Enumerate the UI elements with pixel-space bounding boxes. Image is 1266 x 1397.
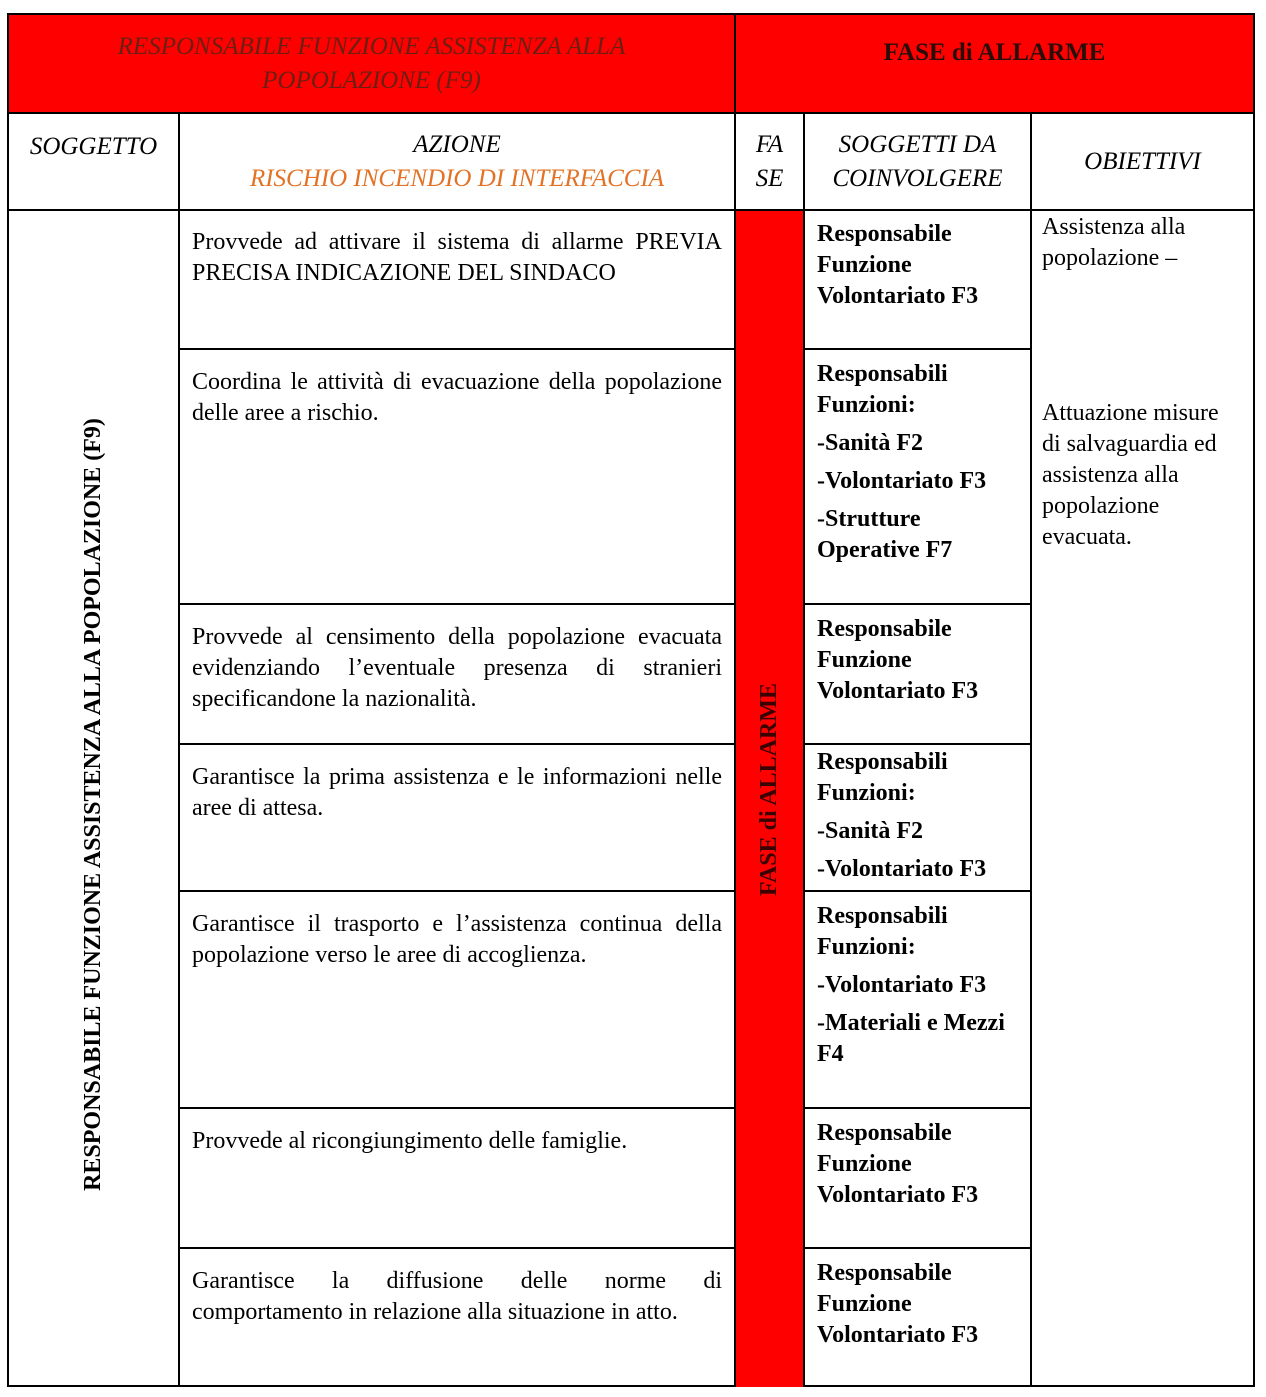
phase-vertical-cell — [736, 211, 803, 1387]
divider — [803, 1107, 1032, 1109]
action-cell: Garantisce il trasporto e l’assistenza continua della popolazione verso le aree di accoglienza. — [192, 911, 722, 968]
subjects-title: Responsabili Funzioni: — [817, 903, 948, 960]
divider — [803, 743, 1032, 745]
objective-text: Attuazione misure di salvaguardia ed assistenza alla popolazione evacuata. — [1042, 400, 1219, 550]
subjects-item: -Sanità F2 — [817, 818, 924, 844]
action-cell: Provvede al censimento della popolazione evacuata evidenziando l’eventuale presenza di stranieri specificandone la nazionalità. — [192, 624, 722, 712]
header-left-title: RESPONSABILE FUNZIONE ASSISTENZA ALLA POPOLAZIONE (F9) — [117, 32, 626, 94]
divider — [734, 15, 736, 1387]
subjects-item: -Sanità F2 — [817, 430, 924, 456]
subjects-item: -Materiali e Mezzi F4 — [817, 1010, 1005, 1067]
phase-vertical-text: FASE di ALLARME — [756, 682, 782, 896]
divider — [178, 112, 180, 1387]
action-cell: Provvede al ricongiungimento delle famiglie. — [192, 1128, 628, 1154]
subjects-title: Responsabili Funzioni: — [817, 361, 948, 418]
subjects-item: -Volontariato F3 — [817, 856, 987, 882]
col-header-obiettivi — [1032, 114, 1253, 209]
divider — [178, 1247, 736, 1249]
subject-vertical-text: RESPONSABILE FUNZIONE ASSISTENZA ALLA POPOLAZIONE (F9) — [80, 417, 107, 1191]
subjects-title: Responsabile Funzione Volontariato F3 — [817, 616, 979, 704]
col-header-soggetto-label: SOGGETTO — [29, 132, 158, 160]
col-header-fase-line2: SE — [755, 164, 784, 192]
col-header-fase — [736, 114, 803, 209]
subjects-item: -Strutture Operative F7 — [817, 506, 953, 563]
header-right-cell — [736, 15, 1253, 112]
subjects-cell — [817, 1118, 1027, 1211]
divider — [178, 348, 736, 350]
divider — [9, 209, 1253, 211]
action-cell: Garantisce la prima assistenza e le informazioni nelle aree di attesa. — [192, 764, 722, 821]
divider — [803, 112, 805, 1387]
col-header-azione-label: AZIONE — [413, 130, 501, 158]
subjects-item: -Volontariato F3 — [817, 468, 987, 494]
col-header-soggetti-line2: COINVOLGERE — [832, 164, 1003, 192]
divider — [803, 603, 1032, 605]
divider — [178, 603, 736, 605]
col-header-soggetti — [805, 114, 1030, 209]
subjects-item: -Volontariato F3 — [817, 972, 987, 998]
subjects-title: Responsabili Funzioni: — [817, 749, 948, 806]
col-header-fase-line1: FA — [755, 130, 784, 158]
subjects-title: Responsabile Funzione Volontariato F3 — [817, 1260, 979, 1348]
divider — [178, 743, 736, 745]
header-right-title: FASE di ALLARME — [883, 38, 1106, 66]
subjects-cell — [817, 1258, 1027, 1351]
divider — [1030, 112, 1032, 1387]
divider — [178, 1107, 736, 1109]
divider — [178, 890, 736, 892]
divider — [803, 890, 1032, 892]
action-cell: Garantisce la diffusione delle norme di comportamento in relazione alla situazione in atto. — [192, 1268, 722, 1325]
divider — [803, 1247, 1032, 1249]
action-cell: Coordina le attività di evacuazione della popolazione delle aree a rischio. — [192, 369, 722, 426]
col-header-soggetti-line1: SOGGETTI DA — [838, 130, 997, 158]
subjects-cell — [817, 359, 1027, 566]
alarm-phase-table — [7, 13, 1255, 1387]
subjects-cell — [817, 614, 1027, 707]
action-cell: Provvede ad attivare il sistema di allarme PREVIA PRECISA INDICAZIONE DEL SINDACO — [192, 229, 722, 286]
divider — [803, 348, 1032, 350]
subjects-cell — [817, 747, 1027, 885]
col-header-azione-sub: RISCHIO INCENDIO DI INTERFACCIA — [249, 164, 665, 192]
objective-text: Assistenza alla popolazione – — [1042, 214, 1186, 271]
subjects-cell — [817, 219, 1027, 312]
subjects-title: Responsabile Funzione Volontariato F3 — [817, 1120, 979, 1208]
divider — [9, 112, 1253, 114]
col-header-soggetto — [9, 114, 178, 209]
subject-vertical-cell — [9, 211, 178, 1387]
col-header-azione — [180, 114, 734, 209]
subjects-title: Responsabile Funzione Volontariato F3 — [817, 221, 979, 309]
header-left-cell — [9, 15, 734, 112]
col-header-obiettivi-label: OBIETTIVI — [1084, 147, 1201, 175]
subjects-cell — [817, 901, 1027, 1070]
